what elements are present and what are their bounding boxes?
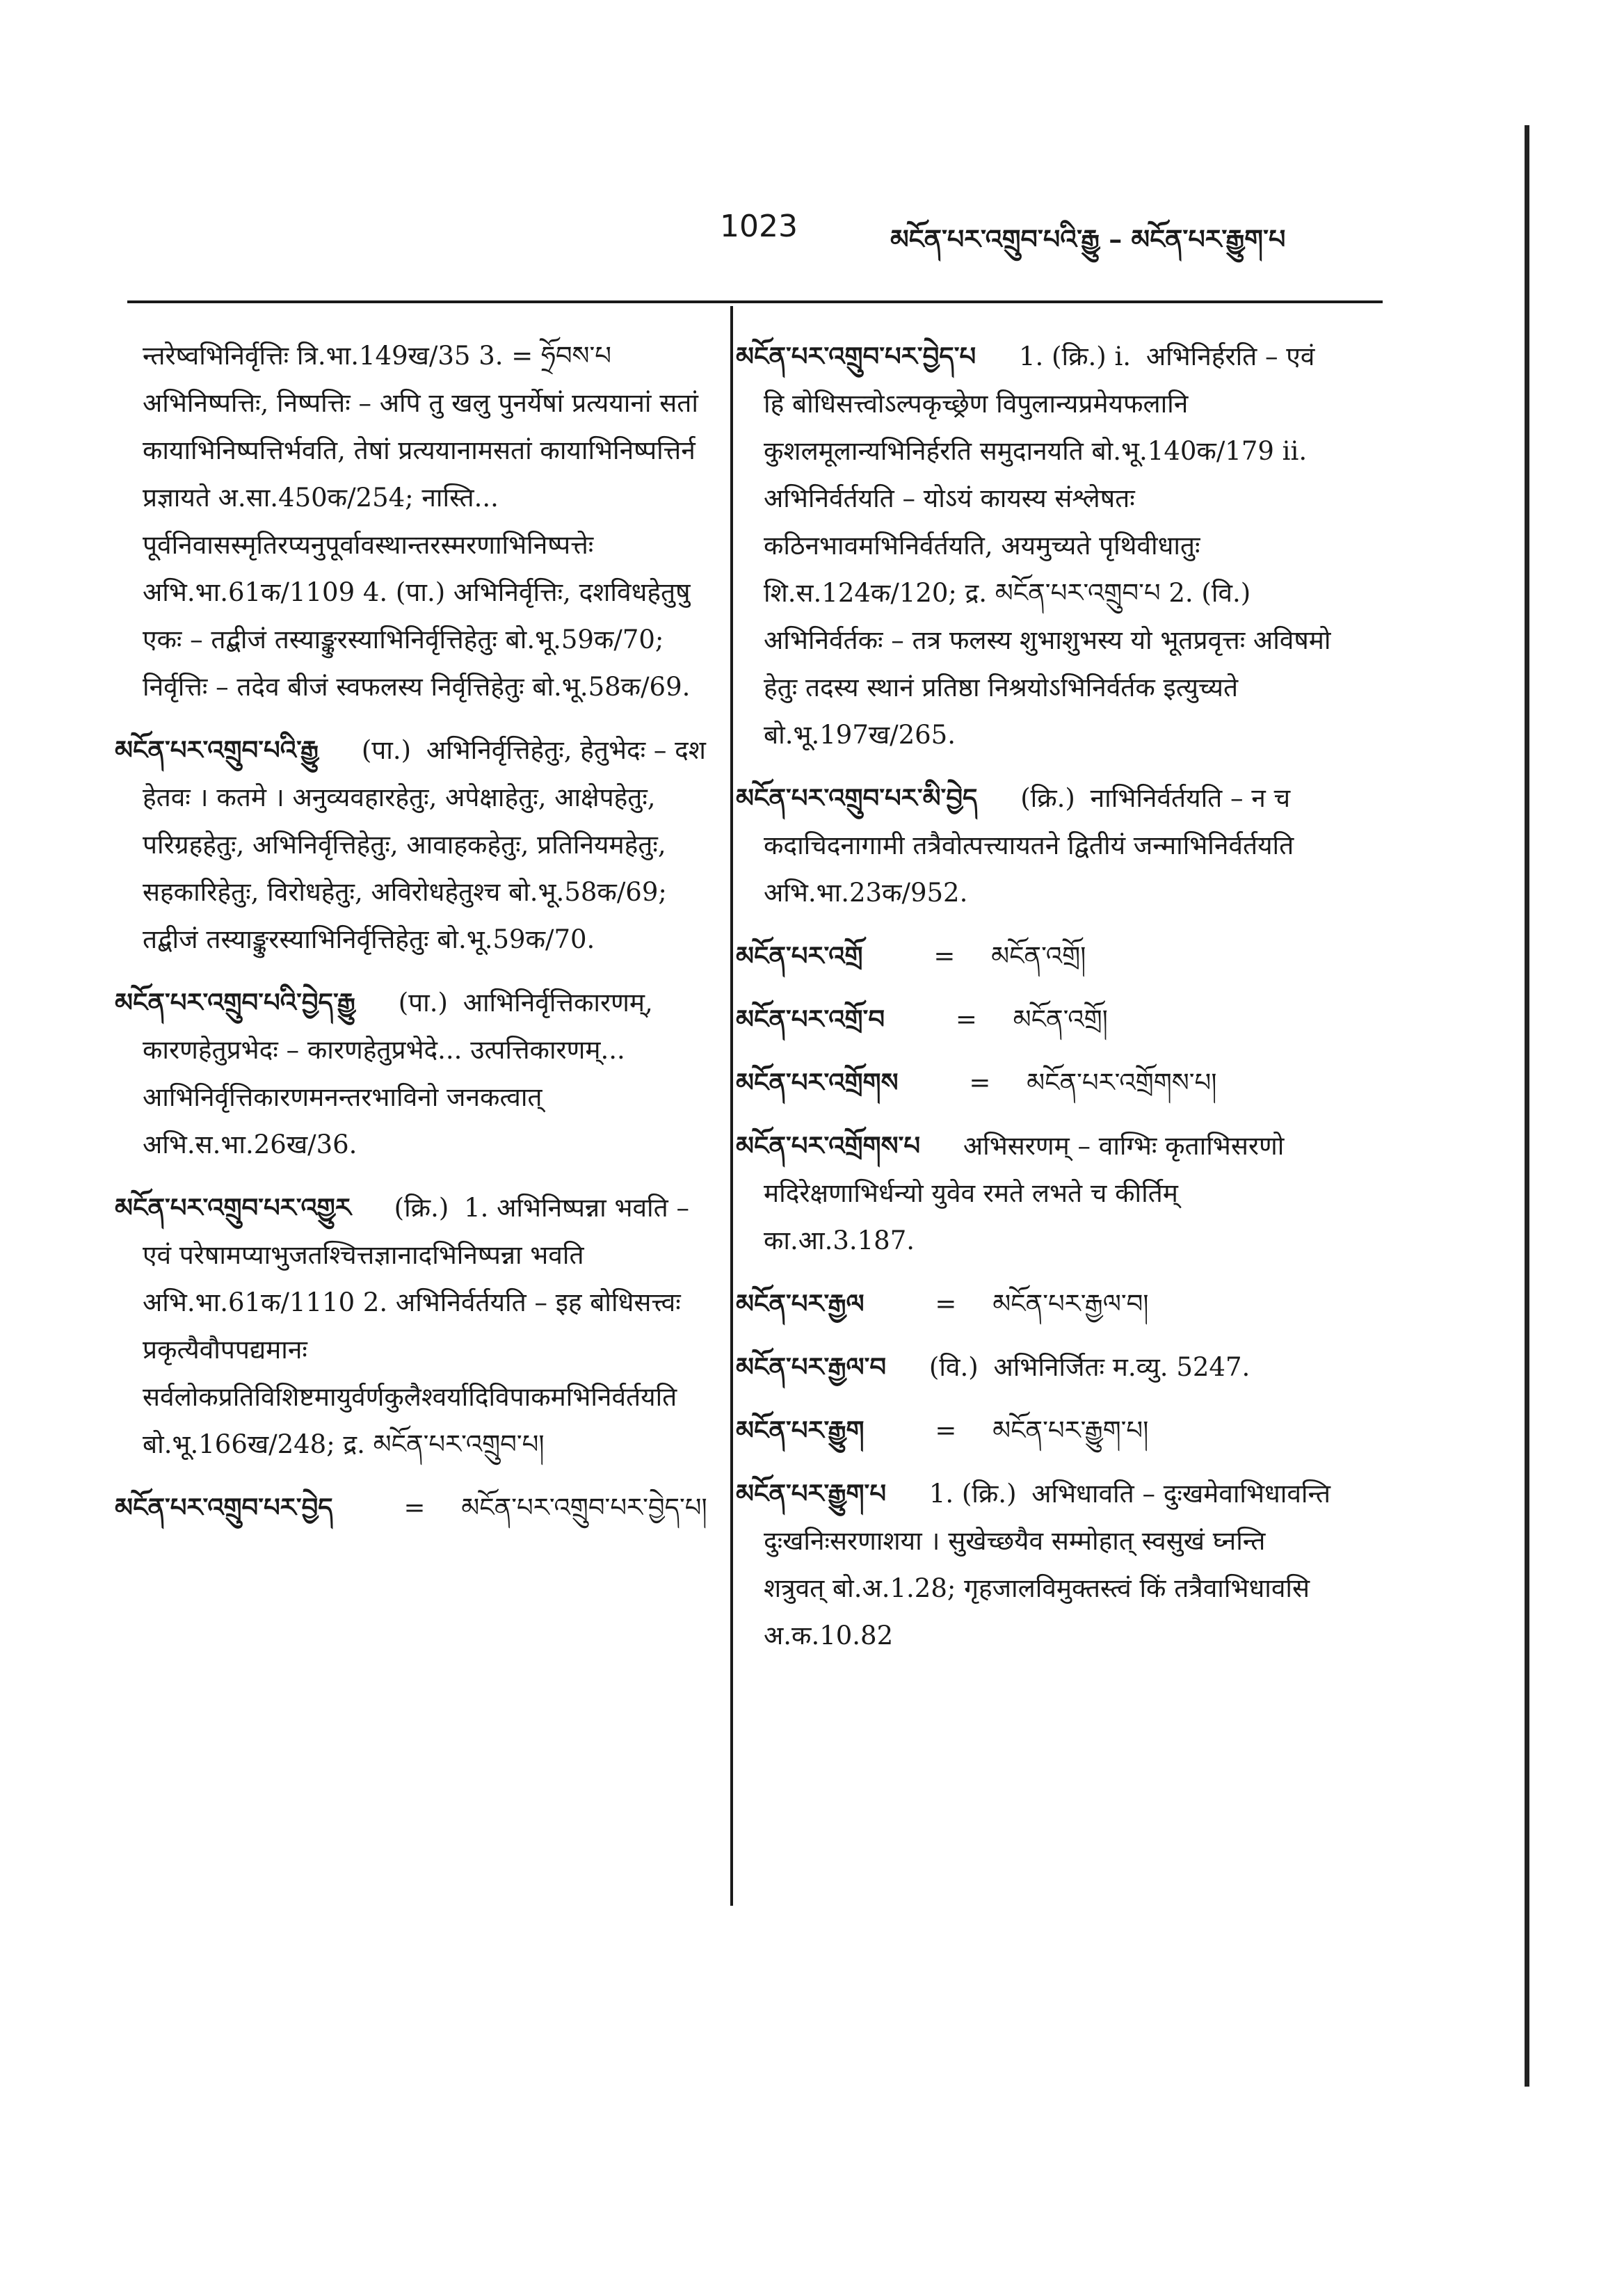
entry-equals: =	[403, 1493, 426, 1523]
entry-headword: མངོན་པར་འགྲོགས་པ	[736, 1130, 921, 1161]
entry-headword: མངོན་པར་རྒྱལ	[736, 1288, 865, 1319]
entry-headword: མངོན་པར་འགྲུབ་པའི་རྒྱུ	[115, 734, 319, 765]
page-header	[132, 209, 1384, 271]
entry-text: अभिधावति – दुःखमेवाभिधावन्ति दुःखनिःसरणाशया । सुखेच्छयैव सम्मोहात् स्वसुखं घ्नन्ति शत्रुवत् बो.अ.1.28; गृहजालविमुक्तस्त्वं किं तत्रैवाभिधावसि अ.क.10.82	[764, 1479, 1330, 1651]
entry-headword: མངོན་པར་རྒྱུག་པ	[736, 1478, 887, 1509]
dictionary-entry	[736, 1122, 1334, 1264]
dictionary-entry	[115, 1484, 713, 1532]
right-column	[736, 332, 1334, 1675]
entry-text: མངོན་འགྲོ།	[1013, 1004, 1108, 1034]
entry-text: མངོན་པར་རྒྱུག་པ།	[992, 1415, 1149, 1445]
entry-equals: =	[935, 1415, 957, 1445]
column-divider	[730, 306, 733, 1906]
entry-grammar: (क्रि.)	[1020, 783, 1075, 813]
entry-grammar: (पा.)	[398, 988, 448, 1018]
entry-text: अभिसरणम् – वाग्भिः कृताभिसरणो मदिरेक्षणाभिर्धन्यो युवेव रमते लभते च कीर्तिम् का.आ.3.187.	[764, 1131, 1285, 1255]
entry-text: མངོན་འགྲོ།	[991, 941, 1086, 971]
dictionary-entry	[736, 932, 1334, 980]
entry-text: अभिनिर्वृत्तिहेतुः, हेतुभेदः – दश हेतवः । कतमे । अनुव्यवहारहेतुः, अपेक्षाहेतुः, आक्षेपहेतुः, परिग्रहहेतुः, अभिनिर्वृत्तिहेतुः, आवाहकहेतुः, प्रतिनियमहेतुः, सहकारिहेतुः, विरोधहेतुः, अविरोधहेतुश्च बो.भू.58क/69; तद्बीजं तस्याङ्कुरस्याभिनिर्वृत्तिहेतुः बो.भू.59क/70.	[143, 735, 706, 954]
dictionary-entry	[736, 995, 1334, 1043]
dictionary-entry	[115, 726, 713, 963]
entry-text: མངོན་པར་རྒྱལ་བ།	[992, 1289, 1149, 1319]
dictionary-entry	[736, 1280, 1334, 1328]
entry-text: आभिनिर्वृत्तिकारणम्, कारणहेतुप्रभेदः – कारणहेतुप्रभेदे... उत्पत्तिकारणम्... आभिनिर्वृत्तिकारणमनन्तरभाविनो जनकत्वात् अभि.स.भा.26ख/36.	[143, 988, 653, 1159]
entry-grammar: (वि.)	[928, 1352, 979, 1382]
dictionary-entry	[736, 1470, 1334, 1660]
dictionary-entry	[736, 1406, 1334, 1454]
entry-text: नाभिनिर्वर्तयति – न च कदाचिदनागामी तत्रैवोत्पत्त्यायतने द्वितीयं जन्माभिनिर्वर्तयति अभि.भा.23क/952.	[764, 783, 1294, 908]
entry-headword: མངོན་པར་འགྲུབ་པར་འགྱུར	[115, 1192, 351, 1223]
page-number: 1023	[720, 209, 798, 244]
entry-text: अभिनिर्जितः म.व्यु. 5247.	[993, 1352, 1251, 1382]
scan-edge-mark	[1525, 125, 1529, 2087]
entry-headword: མངོན་པར་རྒྱལ་བ	[736, 1351, 887, 1382]
entry-grammar: 1. (क्रि.) i.	[1018, 342, 1132, 371]
entry-grammar: (क्रि.)	[394, 1193, 449, 1223]
entry-equals: =	[935, 1289, 957, 1319]
running-head: མངོན་པར་འགྲུབ་པའི་རྒྱུ – མངོན་པར་རྒྱུག་པ	[890, 223, 1286, 255]
entry-grammar: 1. (क्रि.)	[928, 1479, 1017, 1509]
entry-text: མངོན་པར་འགྲོགས་པ།	[1027, 1068, 1217, 1098]
entry-equals: =	[933, 941, 956, 971]
entry-text: न्तरेष्वभिनिर्वृत्तिः त्रि.भा.149ख/35 3. = ཧྲོབས་པ अभिनिष्पत्तिः, निष्पत्तिः – अपि तु खलु पुनर्येषां प्रत्ययानां सतां कायाभिनिष्पत्तिर्भवति, तेषां प्रत्ययानामसतां कायाभिनिष्पत्तिर्न प्रज्ञायते अ.सा.450क/254; नास्ति... पूर्वनिवासस्मृतिरप्यनुपूर्वावस्थान्तरस्मरणाभिनिष्पत्तेः अभि.भा.61क/1109 4. (पा.) अभिनिर्वृत्तिः, दशविधहेतुषु एकः – तद्बीजं तस्याङ्कुरस्याभिनिर्वृत्तिहेतुः बो.भू.59क/70; निर्वृत्तिः – तदेव बीजं स्वफलस्य निर्वृत्तिहेतुः बो.भू.58क/69.	[143, 341, 698, 702]
dictionary-entry	[736, 1059, 1334, 1107]
left-column	[115, 332, 713, 1547]
entry-headword: མངོན་པར་རྒྱུག	[736, 1415, 865, 1445]
entry-headword: མངོན་པར་འགྲུབ་པའི་བྱེད་རྒྱུ	[115, 987, 355, 1018]
entry-text: 1. अभिनिष्पन्ना भवति – एवं परेषामप्याभुजतश्चित्तज्ञानादभिनिष्पन्ना भवति अभि.भा.61क/1110 2. अभिनिर्वर्तयति – इह बोधिसत्त्वः प्रकृत्यैवौपपद्यमानः सर्वलोकप्रतिविशिष्टमायुर्वर्णकुलैश्वर्यादिविपाकमभिनिर्वर्तयति बो.भू.166ख/248; द्र. མངོན་པར་འགྲུབ་པ།	[143, 1193, 689, 1459]
dictionary-entry	[736, 774, 1334, 917]
header-rule	[127, 300, 1383, 303]
entry-equals: =	[955, 1004, 977, 1034]
entry-text: अभिनिर्हरति – एवं हि बोधिसत्त्वोऽल्पकृच्छ्रेण विपुलान्यप्रमेयफलानि कुशलमूलान्यभिनिर्हरति समुदानयति बो.भू.140क/179 ii. अभिनिर्वर्तयति – योऽयं कायस्य संश्लेषतः कठिनभावमभिनिर्वर्तयति, अयमुच्यते पृथिवीधातुः शि.स.124क/120; द्र. མངོན་པར་འགྲུབ་པ 2. (वि.) अभिनिर्वर्तकः – तत्र फलस्य शुभाशुभस्य यो भूतप्रवृत्तः अविषमो हेतुः तदस्य स्थानं प्रतिष्ठा निश्रयोऽभिनिर्वर्तक इत्युच्यते बो.भू.197ख/265.	[764, 342, 1331, 750]
dictionary-entry	[736, 332, 1334, 759]
entry-headword: མངོན་པར་འགྲུབ་པར་མི་བྱེད	[736, 782, 978, 813]
dictionary-entry	[115, 1184, 713, 1468]
entry-headword: མངོན་པར་འགྲོ	[736, 940, 863, 971]
entry-headword: མངོན་པར་འགྲུབ་པར་བྱེད	[115, 1492, 333, 1523]
entry-text: མངོན་པར་འགྲུབ་པར་བྱེད་པ།	[461, 1493, 707, 1523]
entry-headword: མངོན་པར་འགྲོ་བ	[736, 1004, 885, 1034]
entry-headword: མངོན་པར་འགྲུབ་པར་བྱེད་པ	[736, 341, 976, 371]
dictionary-entry	[115, 979, 713, 1168]
dictionary-entry	[736, 1343, 1334, 1391]
entry-grammar: (पा.)	[361, 735, 412, 765]
entry-equals: =	[969, 1068, 991, 1098]
entry-headword: མངོན་པར་འགྲོགས	[736, 1067, 899, 1098]
dictionary-entry	[143, 332, 713, 711]
